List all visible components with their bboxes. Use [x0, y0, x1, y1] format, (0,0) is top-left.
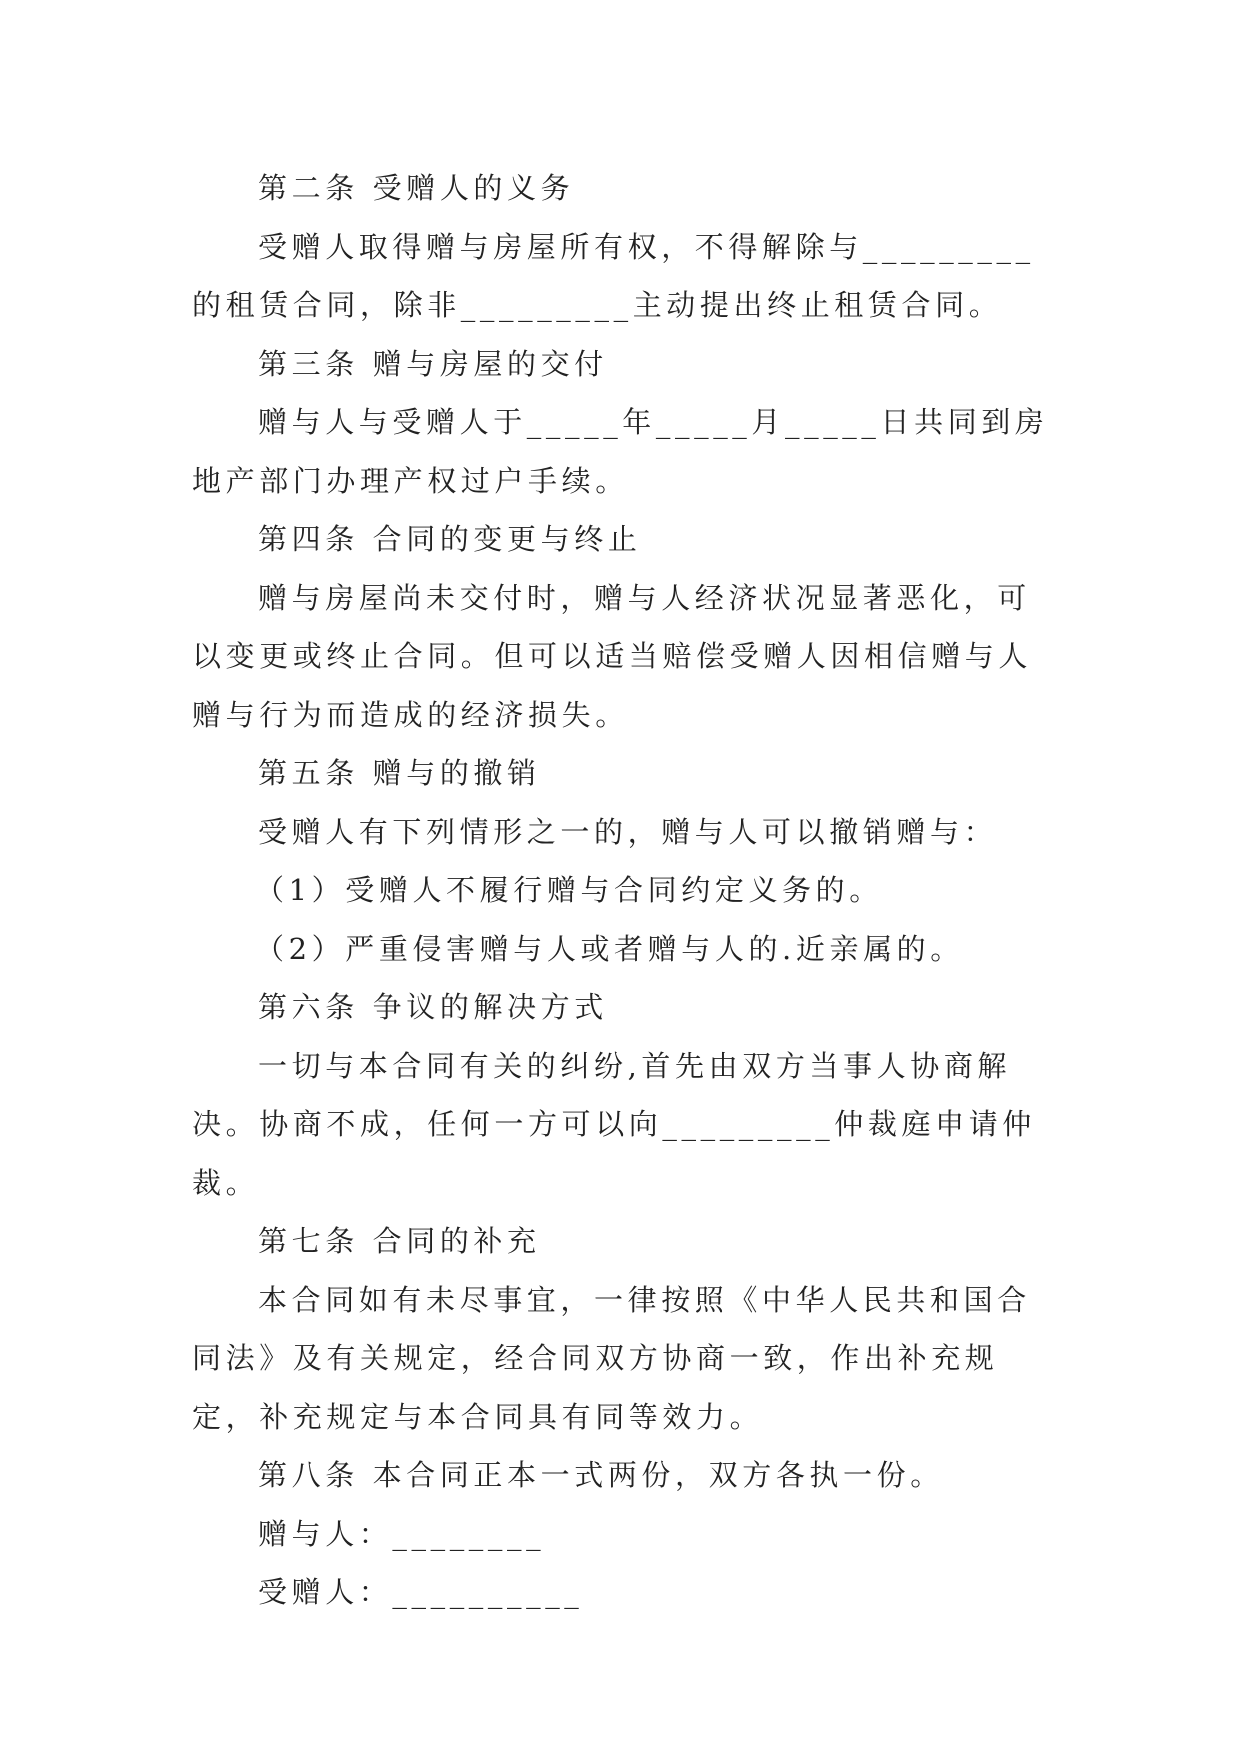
article-3-text: 赠与人与受赠人于_____年_____月_____日共同到房地产部门办理产权过户手续。	[192, 405, 1049, 498]
donee-signature-line: 受赠人：__________	[258, 1575, 584, 1609]
article-3-heading: 第三条 赠与房屋的交付	[258, 346, 608, 381]
article-5-heading: 第五条 赠与的撤销	[258, 756, 541, 790]
article-7-text: 本合同如有未尽事宜，一律按照《中华人民共和国合同法》及有关规定，经合同双方协商一致，作出补充规定，补充规定与本合同具有同等效力。	[192, 1282, 1031, 1434]
article-5-item-1: （1）受赠人不履行赠与合同约定义务的。	[255, 873, 883, 907]
article-2-heading: 第二条 受赠人的义务	[258, 171, 575, 205]
donor-signature-line: 赠与人：________	[258, 1516, 546, 1551]
article-7-heading: 第七条 合同的补充	[258, 1224, 541, 1258]
article-2-text: 受赠人取得赠与房屋所有权，不得解除与_________的租赁合同，除非_________主动提出终止租赁合同。	[192, 229, 1035, 322]
article-6-heading: 第六条 争议的解决方式	[258, 990, 608, 1024]
article-8-text: 第八条 本合同正本一式两份，双方各执一份。	[258, 1458, 944, 1492]
article-4-heading: 第四条 合同的变更与终止	[258, 522, 642, 556]
article-4-text: 赠与房屋尚未交付时，赠与人经济状况显著恶化，可以变更或终止合同。但可以适当赔偿受赠人因相信赠与人赠与行为而造成的经济损失。	[192, 580, 1033, 732]
article-6-text: 一切与本合同有关的纠纷,首先由双方当事人协商解决。协商不成，任何一方可以向_________仲裁庭申请仲裁。	[192, 1048, 1036, 1200]
article-5-text: 受赠人有下列情形之一的，赠与人可以撤销赠与：	[258, 814, 998, 849]
article-5-item-2: （2）严重侵害赠与人或者赠与人的.近亲属的。	[255, 931, 964, 966]
document-body	[192, 159, 1062, 1622]
